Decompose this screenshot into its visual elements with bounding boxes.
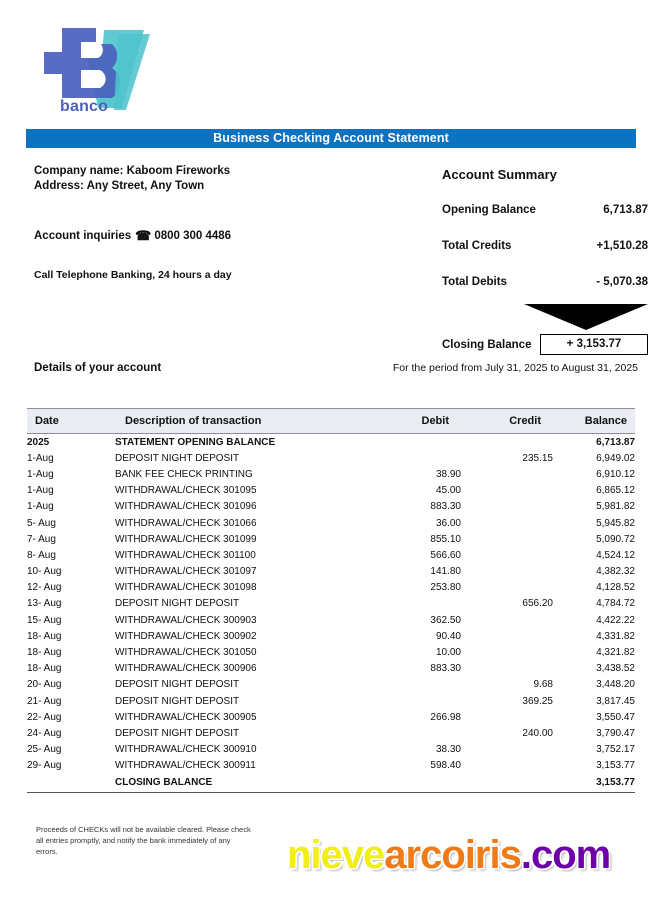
cell-credit xyxy=(461,774,553,790)
total-credits-value: +1,510.28 xyxy=(596,240,648,252)
cell-debit: 362.50 xyxy=(430,614,461,626)
cell-balance: 3,817.45 xyxy=(596,695,635,707)
cell-date: 29- Aug xyxy=(27,760,62,772)
arrow-down-icon xyxy=(524,304,648,330)
statement-title-banner: Business Checking Account Statement xyxy=(26,129,636,148)
table-row xyxy=(27,661,635,677)
inquiries-phone-number: 0800 300 4486 xyxy=(154,230,232,242)
cell-credit xyxy=(461,483,553,499)
watermark-part-com: .com xyxy=(520,833,611,877)
cell-date: 7- Aug xyxy=(27,533,56,545)
cell-date: 10- Aug xyxy=(27,566,62,578)
cell-debit: 598.40 xyxy=(430,760,461,772)
cell-date: 25- Aug xyxy=(27,744,62,756)
summary-row-total-debits xyxy=(442,276,648,288)
table-row xyxy=(27,450,635,466)
cell-balance: 6,910.12 xyxy=(596,468,635,480)
cell-credit xyxy=(461,547,553,563)
cell-date: 1-Aug xyxy=(27,501,54,513)
customer-info-block xyxy=(34,164,414,283)
cell-description: DEPOSIT NIGHT DEPOSIT xyxy=(115,695,240,707)
table-row xyxy=(27,531,635,547)
table-row xyxy=(27,515,635,531)
cell-date: 18- Aug xyxy=(27,630,62,642)
cell-date: 22- Aug xyxy=(27,711,62,723)
cell-description: WITHDRAWAL/CHECK 301066 xyxy=(115,517,257,529)
cell-description: WITHDRAWAL/CHECK 300911 xyxy=(115,760,256,772)
table-bottom-divider xyxy=(27,792,635,793)
cell-balance: 4,382.32 xyxy=(596,566,635,578)
cell-description: WITHDRAWAL/CHECK 301096 xyxy=(115,501,257,513)
cell-balance: 3,153.77 xyxy=(596,776,635,788)
cell-date xyxy=(27,774,115,790)
table-row xyxy=(27,758,635,774)
cell-balance: 3,448.20 xyxy=(596,679,635,691)
watermark-part-nieve: nieve xyxy=(287,833,385,877)
cell-debit: 90.40 xyxy=(435,630,461,642)
footer-disclaimer: Proceeds of CHECKs will not be available cleared. Please check all entries promptly, and notify the bank immediately of any errors. xyxy=(36,825,251,856)
statement-period-label: For the period from July 31, 2025 to August 31, 2025 xyxy=(392,362,638,374)
column-header-date: Date xyxy=(27,409,115,434)
cell-credit: 9.68 xyxy=(533,679,553,691)
details-header xyxy=(34,362,638,374)
cell-balance: 6,865.12 xyxy=(596,485,635,497)
table-row xyxy=(27,644,635,660)
cell-date: 12- Aug xyxy=(27,582,62,594)
cell-description: DEPOSIT NIGHT DEPOSIT xyxy=(115,598,240,610)
cell-date: 21- Aug xyxy=(27,695,62,707)
cell-debit: 10.00 xyxy=(435,647,461,659)
cell-credit xyxy=(461,515,553,531)
table-row xyxy=(27,742,635,758)
cell-description: WITHDRAWAL/CHECK 300906 xyxy=(115,663,257,675)
cell-debit xyxy=(369,677,461,693)
table-row xyxy=(27,499,635,515)
cell-balance: 6,949.02 xyxy=(596,452,635,464)
cell-debit xyxy=(369,450,461,466)
table-row-summary xyxy=(27,434,635,451)
column-header-balance: Balance xyxy=(553,409,635,434)
cell-balance: 5,945.82 xyxy=(596,517,635,529)
cell-date: 8- Aug xyxy=(27,549,56,561)
cell-description: WITHDRAWAL/CHECK 301099 xyxy=(115,533,257,545)
watermark-part-arcoiris: arcoiris xyxy=(384,833,521,877)
logo-wordmark: banco xyxy=(60,98,109,115)
table-row xyxy=(27,596,635,612)
bank-logo xyxy=(26,12,186,122)
total-debits-value: - 5,070.38 xyxy=(596,276,648,288)
closing-balance-value: + 3,153.77 xyxy=(540,334,648,355)
cell-balance: 3,438.52 xyxy=(596,663,635,675)
table-row xyxy=(27,483,635,499)
transactions-table-body xyxy=(27,434,635,791)
cell-credit xyxy=(461,628,553,644)
cell-credit xyxy=(461,466,553,482)
cell-debit: 883.30 xyxy=(430,501,461,513)
cell-credit: 240.00 xyxy=(522,727,553,739)
table-row xyxy=(27,612,635,628)
cell-debit xyxy=(369,434,461,451)
cell-balance: 3,790.47 xyxy=(596,727,635,739)
cell-description: WITHDRAWAL/CHECK 301095 xyxy=(115,485,257,497)
cell-credit xyxy=(461,644,553,660)
column-header-debit: Debit xyxy=(369,409,461,434)
summary-row-closing-balance xyxy=(442,334,648,355)
transactions-table-wrapper xyxy=(27,408,635,793)
table-row xyxy=(27,677,635,693)
cell-debit xyxy=(369,774,461,790)
column-header-credit: Credit xyxy=(461,409,553,434)
account-summary-heading: Account Summary xyxy=(442,167,557,182)
cell-date: 18- Aug xyxy=(27,663,62,675)
cell-balance: 3,550.47 xyxy=(596,711,635,723)
opening-balance-label: Opening Balance xyxy=(442,204,536,216)
account-summary-panel xyxy=(442,167,648,355)
transactions-table xyxy=(27,408,635,790)
cell-balance: 5,981.82 xyxy=(596,501,635,513)
cell-credit xyxy=(461,531,553,547)
cell-debit: 566.60 xyxy=(430,549,461,561)
cell-credit xyxy=(461,709,553,725)
cell-date: 24- Aug xyxy=(27,727,62,739)
total-debits-label: Total Debits xyxy=(442,276,507,288)
cell-description: DEPOSIT NIGHT DEPOSIT xyxy=(115,727,240,739)
table-row xyxy=(27,693,635,709)
cell-date: 1-Aug xyxy=(27,468,54,480)
cell-date: 1-Aug xyxy=(27,452,54,464)
cell-balance: 6,713.87 xyxy=(596,436,635,448)
table-row-summary xyxy=(27,774,635,790)
cell-credit xyxy=(461,499,553,515)
table-row xyxy=(27,466,635,482)
cell-credit: 235.15 xyxy=(522,452,553,464)
table-row xyxy=(27,547,635,563)
cell-debit: 883.30 xyxy=(430,663,461,675)
telephone-banking-line: Call Telephone Banking, 24 hours a day xyxy=(34,269,232,281)
cell-date: 2025 xyxy=(27,436,50,448)
cell-balance: 5,090.72 xyxy=(596,533,635,545)
cell-debit xyxy=(369,693,461,709)
cell-credit xyxy=(461,612,553,628)
cell-date: 20- Aug xyxy=(27,679,62,691)
summary-row-opening-balance xyxy=(442,204,648,216)
table-row xyxy=(27,564,635,580)
summary-arrow-container xyxy=(442,304,648,328)
cell-credit xyxy=(461,758,553,774)
cell-debit: 45.00 xyxy=(435,485,461,497)
cell-description: DEPOSIT NIGHT DEPOSIT xyxy=(115,679,240,691)
cell-balance: 4,422.22 xyxy=(596,614,635,626)
cell-date: 18- Aug xyxy=(27,647,62,659)
cell-description: WITHDRAWAL/CHECK 301098 xyxy=(115,582,257,594)
table-row xyxy=(27,580,635,596)
transactions-table-head xyxy=(27,409,635,434)
cell-description: WITHDRAWAL/CHECK 300905 xyxy=(115,711,257,723)
cell-date: 15- Aug xyxy=(27,614,62,626)
company-address-line: Address: Any Street, Any Town xyxy=(34,180,205,192)
cell-credit xyxy=(461,564,553,580)
cell-description: DEPOSIT NIGHT DEPOSIT xyxy=(115,452,240,464)
cell-credit: 656.20 xyxy=(522,598,553,610)
opening-balance-value: 6,713.87 xyxy=(603,204,648,216)
cell-date: 1-Aug xyxy=(27,485,54,497)
table-row xyxy=(27,725,635,741)
cell-credit xyxy=(461,742,553,758)
table-row xyxy=(27,628,635,644)
closing-balance-label: Closing Balance xyxy=(442,338,532,351)
cell-debit: 253.80 xyxy=(430,582,461,594)
cell-description: WITHDRAWAL/CHECK 301050 xyxy=(115,647,257,659)
cell-description: CLOSING BALANCE xyxy=(115,776,213,788)
cell-description: WITHDRAWAL/CHECK 300910 xyxy=(115,744,257,756)
total-credits-label: Total Credits xyxy=(442,240,512,252)
cell-description: WITHDRAWAL/CHECK 301100 xyxy=(115,549,256,561)
table-row xyxy=(27,709,635,725)
cell-debit: 141.80 xyxy=(430,566,461,578)
cell-credit xyxy=(461,661,553,677)
cell-balance: 3,752.17 xyxy=(596,744,635,756)
cell-debit xyxy=(369,596,461,612)
cell-debit: 36.00 xyxy=(435,517,461,529)
details-of-account-label: Details of your account xyxy=(34,362,162,374)
cell-credit xyxy=(461,434,553,451)
company-name-line: Company name: Kaboom Fireworks xyxy=(34,165,231,177)
column-header-description: Description of transaction xyxy=(115,409,369,434)
cell-date: 13- Aug xyxy=(27,598,62,610)
cell-balance: 4,321.82 xyxy=(596,647,635,659)
cell-date: 5- Aug xyxy=(27,517,56,529)
cell-credit xyxy=(461,580,553,596)
cell-description: STATEMENT OPENING BALANCE xyxy=(115,436,276,448)
cell-debit: 38.90 xyxy=(435,468,461,480)
table-header-row xyxy=(27,409,635,434)
cell-balance: 4,331.82 xyxy=(596,630,635,642)
account-inquiries-line xyxy=(34,228,414,244)
telephone-icon: ☎ xyxy=(135,228,152,243)
cell-description: WITHDRAWAL/CHECK 301097 xyxy=(115,566,257,578)
account-inquiries-label: Account inquiries xyxy=(34,230,132,242)
cell-balance: 4,784.72 xyxy=(596,598,635,610)
cell-debit: 855.10 xyxy=(430,533,461,545)
cell-balance: 3,153.77 xyxy=(596,760,635,772)
cell-debit: 38.30 xyxy=(435,744,461,756)
cell-balance: 4,128.52 xyxy=(596,582,635,594)
cell-balance: 4,524.12 xyxy=(596,549,635,561)
cell-debit: 266.98 xyxy=(430,711,461,723)
site-watermark xyxy=(287,833,610,878)
summary-row-total-credits xyxy=(442,240,648,252)
cell-description: BANK FEE CHECK PRINTING xyxy=(115,468,253,480)
cell-description: WITHDRAWAL/CHECK 300902 xyxy=(115,630,257,642)
cell-credit: 369.25 xyxy=(522,695,553,707)
cell-debit xyxy=(369,725,461,741)
cell-description: WITHDRAWAL/CHECK 300903 xyxy=(115,614,257,626)
